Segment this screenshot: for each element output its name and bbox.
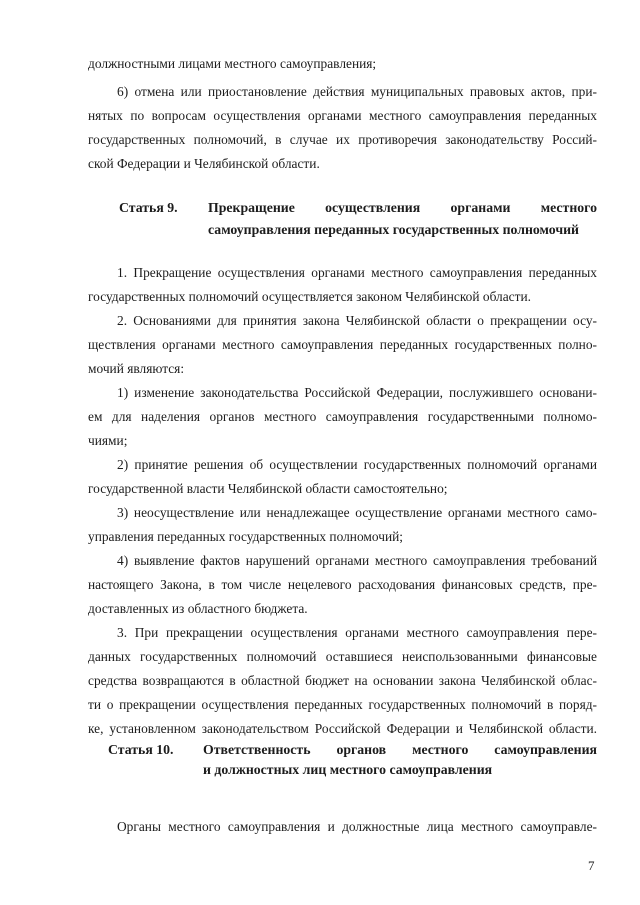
paragraph-line: ке, установленном законодательством Российской Федерации и Челябинской области. (88, 721, 597, 736)
list-item-line: ем для наделения органов местного самоуправления государственными полномо- (88, 409, 597, 424)
paragraph-line: средства возвращаются в областной бюджет на основании закона Челябинской облас- (88, 673, 597, 688)
article-9-number: Статья 9. (119, 200, 178, 215)
list-item-line: настоящего Закона, в том числе нецелевого расходования финансовых средств, пре- (88, 577, 597, 592)
paragraph-line: должностными лицами местного самоуправления; (88, 56, 377, 71)
paragraph-line: государственных полномочий, в случае их противоречия законодательству Россий- (88, 132, 597, 147)
article-10-title: Ответственность органов местного самоуправления (203, 742, 597, 757)
article-9-title: самоуправления переданных государственных полномочий (208, 222, 579, 237)
paragraph-line: государственных полномочий осуществляется законом Челябинской области. (88, 289, 531, 304)
article-9-title: Прекращение осуществления органами местного (208, 200, 597, 215)
list-item-line: 2) принятие решения об осуществлении государственных полномочий органами (117, 457, 597, 472)
list-item-line: управления переданных государственных полномочий; (88, 529, 404, 544)
article-10-title: и должностных лиц местного самоуправления (203, 762, 493, 777)
list-item-line: 4) выявление фактов нарушений органами местного самоуправления требований (117, 553, 597, 568)
paragraph-line: 1. Прекращение осуществления органами местного самоуправления переданных (117, 265, 597, 280)
list-item-line: чиями; (88, 433, 128, 448)
paragraph-line: 2. Основаниями для принятия закона Челябинской области о прекращении осу- (117, 313, 597, 328)
paragraph-line: Органы местного самоуправления и должностные лица местного самоуправле- (117, 819, 597, 834)
paragraph-line: нятых по вопросам осуществления органами местного самоуправления переданных (88, 108, 597, 123)
list-item-line: доставленных из областного бюджета. (88, 601, 308, 616)
paragraph-line: мочий являются: (88, 361, 185, 376)
paragraph-line: 3. При прекращении осуществления органами местного самоуправления пере- (117, 625, 597, 640)
paragraph-line: ществления органами местного самоуправления переданных государственных полно- (88, 337, 597, 352)
list-item-line: государственной власти Челябинской области самостоятельно; (88, 481, 448, 496)
paragraph-line: ской Федерации и Челябинской области. (88, 156, 320, 171)
list-item-line: 1) изменение законодательства Российской Федерации, послужившего основани- (117, 385, 597, 400)
paragraph-line: данных государственных полномочий оставшиеся неиспользованными финансовые (88, 649, 597, 664)
page-number: 7 (588, 858, 595, 873)
paragraph-line: 6) отмена или приостановление действия муниципальных правовых актов, при- (117, 84, 597, 99)
article-10-number: Статья 10. (108, 742, 174, 757)
list-item-line: 3) неосуществление или ненадлежащее осуществление органами местного само- (117, 505, 597, 520)
paragraph-line: ти о прекращении осуществления переданных государственных полномочий в поряд- (88, 697, 597, 712)
